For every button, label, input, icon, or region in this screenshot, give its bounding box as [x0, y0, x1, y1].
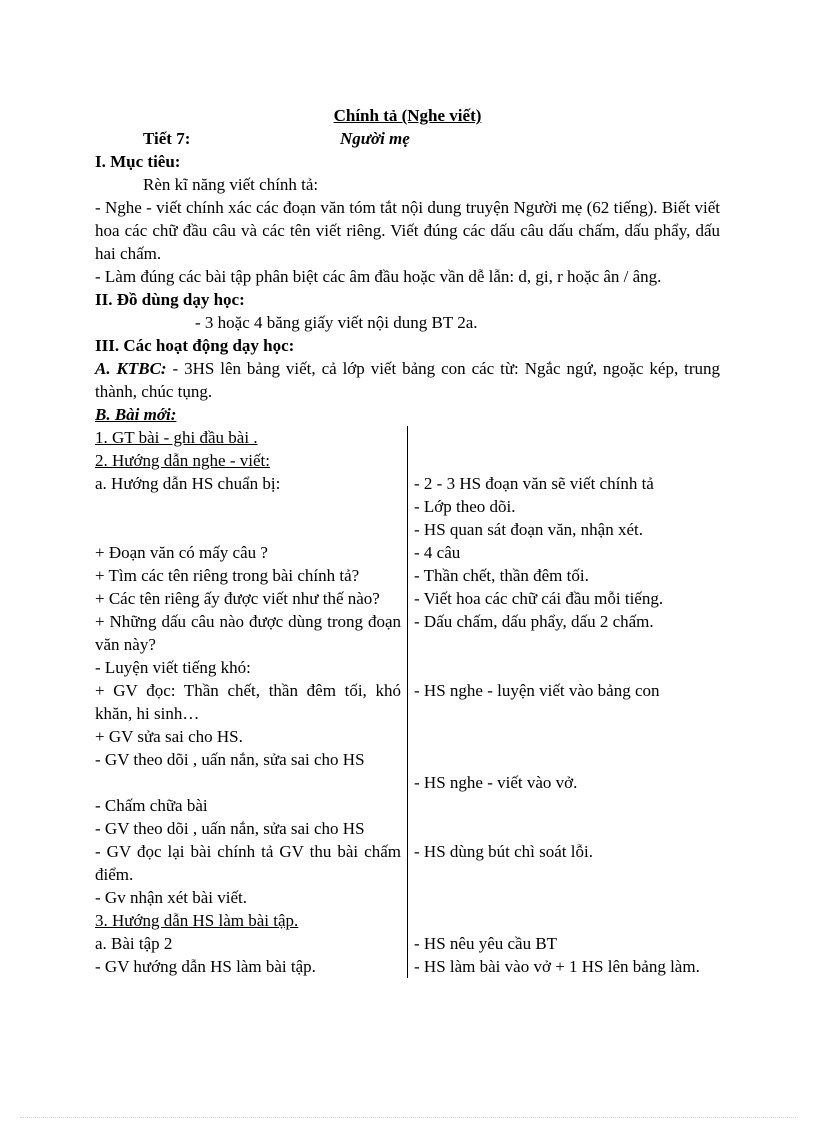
objectives-heading: I. Mục tiêu: — [95, 152, 181, 171]
student-activity-cell: - Dấu chấm, dấu phẩy, dấu 2 chấm. — [414, 612, 654, 631]
activities-table — [95, 426, 720, 978]
student-activity-cell: - HS dùng bút chì soát lỗi. — [414, 842, 593, 861]
table-row — [95, 932, 720, 955]
document-page — [95, 104, 720, 978]
table-row — [95, 610, 720, 656]
lesson-name: Người mẹ — [340, 129, 410, 148]
table-row — [95, 725, 720, 748]
new-lesson-label: B. Bài mới: — [95, 405, 177, 424]
ktbc-text: - 3HS lên bảng viết, cả lớp viết bảng con các từ: Ngắc ngứ, ngoặc kép, trung thành, chúc tụng. — [95, 359, 720, 401]
activities-table-body — [95, 426, 720, 978]
teacher-activity-cell: a. Hướng dẫn HS chuẩn bị: — [95, 472, 408, 495]
activities-heading: III. Các hoạt động dạy học: — [95, 336, 295, 355]
teacher-activity-cell: 2. Hướng dẫn nghe - viết: — [95, 449, 408, 472]
teacher-activity-cell: a. Bài tập 2 — [95, 932, 408, 955]
student-activity-cell — [408, 656, 721, 679]
table-row — [95, 794, 720, 817]
teacher-activity-cell: - Luyện viết tiếng khó: — [95, 656, 408, 679]
teacher-activity-cell: - GV đọc lại bài chính tả GV thu bài chấm điểm. — [95, 840, 408, 886]
teacher-activity-cell: + Các tên riêng ấy được viết như thế nào? — [95, 587, 408, 610]
student-activity-cell — [408, 449, 721, 472]
teacher-activity-cell: - Chấm chữa bài — [95, 794, 408, 817]
table-row — [95, 495, 720, 518]
teacher-activity-cell: + Đoạn văn có mấy câu ? — [95, 541, 408, 564]
student-activity-cell — [408, 748, 721, 771]
student-activity-cell — [408, 426, 721, 449]
teacher-activity-cell: + GV sửa sai cho HS. — [95, 725, 408, 748]
student-activity-cell: - 4 câu — [414, 543, 461, 562]
student-activity-cell: - HS quan sát đoạn văn, nhận xét. — [414, 520, 643, 539]
teacher-activity-cell: 1. GT bài - ghi đầu bài . — [95, 426, 408, 449]
teacher-activity-cell: - GV theo dõi , uấn nắn, sửa sai cho HS — [95, 817, 408, 840]
ktbc-label: A. KTBC: — [95, 359, 167, 378]
teacher-activity-cell: + GV đọc: Thần chết, thần đêm tối, khó khăn, hi sinh… — [95, 679, 408, 725]
objectives-line-2: - Làm đúng các bài tập phân biệt các âm đầu hoặc vần dễ lẫn: d, gi, r hoặc ân / âng. — [95, 267, 662, 286]
table-row — [95, 886, 720, 909]
table-row — [95, 771, 720, 794]
page-title: Chính tả (Nghe viết) — [333, 106, 482, 125]
student-activity-cell — [408, 794, 721, 817]
student-activity-cell: - HS nêu yêu cầu BT — [414, 934, 558, 953]
table-row — [95, 449, 720, 472]
student-activity-cell: - HS nghe - luyện viết vào bảng con — [414, 681, 660, 700]
student-activity-cell — [408, 886, 721, 909]
student-activity-cell: - HS làm bài vào vở + 1 HS lên bảng làm. — [414, 957, 700, 976]
table-row — [95, 817, 720, 840]
table-row — [95, 656, 720, 679]
table-row — [95, 909, 720, 932]
teacher-activity-cell: - GV hướng dẫn HS làm bài tập. — [95, 955, 408, 978]
teacher-activity-cell: - Gv nhận xét bài viết. — [95, 886, 408, 909]
materials-heading: II. Đồ dùng dạy học: — [95, 290, 245, 309]
teacher-activity-cell: - GV theo dõi , uấn nắn, sửa sai cho HS — [95, 748, 408, 771]
teacher-activity-cell — [95, 771, 408, 794]
table-row — [95, 955, 720, 978]
table-row — [95, 541, 720, 564]
ktbc-paragraph — [95, 357, 720, 403]
materials-item: - 3 hoặc 4 băng giấy viết nội dung BT 2a. — [195, 313, 478, 332]
lesson-label: Tiết 7: — [143, 129, 191, 148]
objectives-intro: Rèn kĩ năng viết chính tả: — [143, 175, 319, 194]
student-activity-cell — [408, 909, 721, 932]
table-row — [95, 748, 720, 771]
teacher-activity-cell: + Những dấu câu nào được dùng trong đoạn văn này? — [95, 610, 408, 656]
table-row — [95, 472, 720, 495]
teacher-activity-cell — [95, 518, 408, 541]
page-bottom-border — [20, 1117, 796, 1118]
table-row — [95, 587, 720, 610]
student-activity-cell: - Lớp theo dõi. — [414, 497, 516, 516]
teacher-activity-cell: + Tìm các tên riêng trong bài chính tả? — [95, 564, 408, 587]
teacher-activity-cell — [95, 495, 408, 518]
student-activity-cell: - Viết hoa các chữ cái đầu mỗi tiếng. — [414, 589, 664, 608]
student-activity-cell — [408, 725, 721, 748]
table-row — [95, 564, 720, 587]
student-activity-cell — [408, 817, 721, 840]
table-row — [95, 840, 720, 886]
student-activity-cell: - 2 - 3 HS đoạn văn sẽ viết chính tả — [414, 474, 654, 493]
objectives-line-1: - Nghe - viết chính xác các đoạn văn tóm tắt nội dung truyện Người mẹ (62 tiếng). Biết viết hoa các chữ đầu câu và các tên viết riêng. Viết đúng các dấu câu dấu chấm, dấu phẩy, dấu hai chấm. — [95, 198, 720, 263]
lesson-row — [95, 127, 720, 150]
teacher-activity-cell: 3. Hướng dẫn HS làm bài tập. — [95, 909, 408, 932]
table-row — [95, 426, 720, 449]
table-row — [95, 518, 720, 541]
student-activity-cell: - HS nghe - viết vào vở. — [414, 773, 578, 792]
table-row — [95, 679, 720, 725]
student-activity-cell: - Thần chết, thần đêm tối. — [414, 566, 589, 585]
